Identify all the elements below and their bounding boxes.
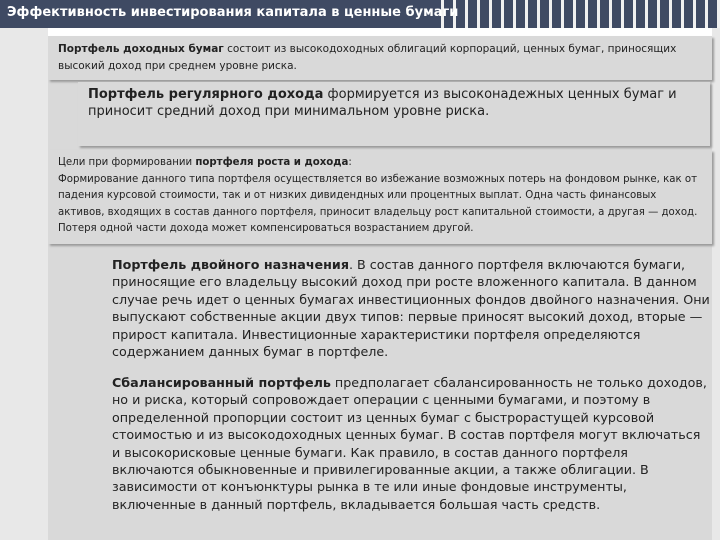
regular-income-text: формируется из высоконадежных ценных бумаг и приносит средний доход при минимальном уровне риска. bbox=[88, 87, 677, 119]
growth-income-colon: : bbox=[348, 157, 352, 168]
left-margin bbox=[0, 28, 48, 540]
page-title: Эффективность инвестирования капитала в ценные бумаги bbox=[7, 5, 459, 20]
income-portfolio-text: состоит из высокодоходных облигаций корпораций, ценных бумаг, приносящих высокий доход при среднем уровне риска. bbox=[58, 43, 677, 72]
dual-purpose-term: Портфель двойного назначения bbox=[112, 257, 349, 272]
header-divider bbox=[0, 28, 720, 36]
regular-income-term: Портфель регулярного дохода bbox=[88, 87, 324, 102]
growth-income-text: Формирование данного типа портфеля осуществляется во избежание возможных потерь на фондовом рынке, как от падения курсовой стоимости, так и от низких дивидендных или процентных выплат. Одна часть финансовых активов, входящих в состав данного портфеля, приносит владельцу рост капитальной стоимости, а другая — доход. Потеря одной части дохода может компенсироваться возрастанием другой. bbox=[58, 173, 698, 234]
income-portfolio-paragraph bbox=[58, 41, 708, 75]
title-bar bbox=[0, 0, 459, 28]
dual-purpose-text: . В состав данного портфеля включаются бумаги, приносящие его владельцу высокий доход при росте вложенного капитала. В данном случае речь идет о ценных бумагах инвестиционных фондов двойного назначения. Они выпускают собственные акции двух типов: первые приносят высокий доход, вторые — прирост капитала. Инвестиционные характеристики портфеля определяются содержанием данных бумаг в портфеле. bbox=[112, 257, 710, 360]
growth-income-paragraph bbox=[58, 155, 703, 238]
balanced-portfolio-term: Сбалансированный портфель bbox=[112, 375, 331, 390]
growth-income-intro: Цели при формировании bbox=[58, 157, 196, 168]
growth-income-term: портфеля роста и дохода bbox=[195, 157, 349, 168]
regular-income-paragraph bbox=[88, 86, 708, 120]
dual-purpose-paragraph bbox=[112, 256, 712, 360]
right-margin bbox=[712, 28, 720, 540]
balanced-portfolio-text: предполагает сбалансированность не только доходов, но и риска, который сопровождает операции с ценными бумагами, и поэтому в определенной пропорции состоит из ценных бумаг с быстрорастущей курсовой стоимостью и из высокодоходных ценных бумаг. В состав портфеля могут включаться и высокорисковые ценные бумаги. Как правило, в состав данного портфеля включаются обыкновенные и привилегированные акции, а также облигации. В зависимости от конъюнктуры рынка в те или иные фондовые инструменты, включенные в данный портфель, вкладывается большая часть средств. bbox=[112, 375, 707, 512]
balanced-portfolio-paragraph bbox=[112, 374, 712, 513]
income-portfolio-term: Портфель доходных бумаг bbox=[58, 43, 224, 55]
